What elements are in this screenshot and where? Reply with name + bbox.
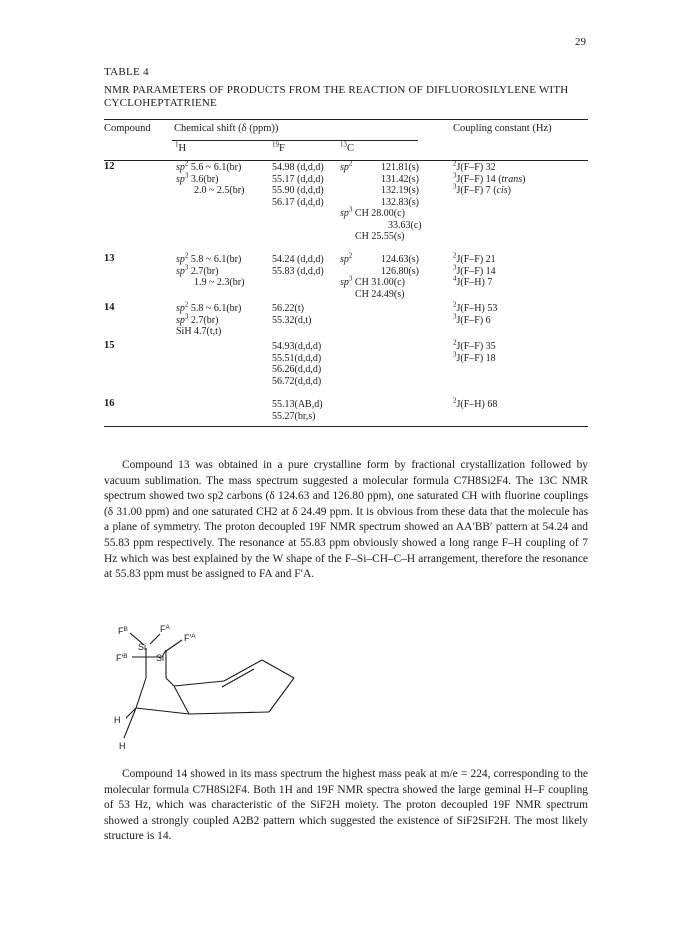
structure-si-top: Si <box>138 642 147 652</box>
compound-12-h-shifts: $sp^2$ 5.6 ~ 6.1(br) $sp^3$ 3.6(br) 2.0 ~ 2.5(br) <box>176 159 245 196</box>
compound-13-c-sp2: 124.63(s) 126.80(s) <box>380 254 419 277</box>
compound-14-couplings: $^2$J(F–H) 53 $^3$J(F–F) 6 <box>453 300 498 326</box>
compound-14-h-shifts: $sp^2$ 5.8 ~ 6.1(br) $sp^3$ 2.7(br) SiH 4.7(t,t) <box>176 300 242 337</box>
table-label: TABLE 4 <box>104 66 149 78</box>
header-1h: $^1$H <box>175 140 187 154</box>
structure-h-bottom: H <box>119 741 126 751</box>
compound-12-c-sp3: $sp^3$ CH 28.00(c) 33.63(c) CH 25.55(s) <box>340 205 422 242</box>
compound-14: 14 <box>104 302 115 313</box>
table-bottom-rule <box>104 426 588 427</box>
compound-15-f-shifts: 54.93(d,d,d) 55.51(d,d,d) 56.26(d,d,d) 56.72(d,d,d) <box>272 341 322 387</box>
compound-12: 12 <box>104 161 115 172</box>
compound-16-f-shifts: 55.13(AB,d) 55.27(br,s) <box>272 399 323 422</box>
compound-13-c-sp3: $sp^3$ CH 31.00(c) CH 24.49(s) <box>340 274 405 300</box>
paragraph-compound-13: Compound 13 was obtained in a pure crystalline form by fractional crystallization followed by vacuum sublimation. The mass spectrum suggested a molecular formula C7H8Si2F4. The 13C NMR spectrum showed two sp2 carbons (δ 124.63 and 126.80 ppm), one saturated CH with fluorine couplings (δ 31.00 ppm) and one saturated CH2 at δ 24.49 ppm. It is obvious from these data that the molecule has a plane of symmetry. The proton decoupled 19F NMR spectrum showed an AA′BB′ pattern at 54.24 and 55.83 ppm respectively. The resonance at 55.83 ppm obviously showed a long range F–H coupling of 7 Hz which was best explained by the W shape of the F–Si–CH–C–H arrangement, therefore the resonance at 55.83 ppm must be assigned to FA and F′A. <box>104 459 588 581</box>
structure-h-left: H <box>114 715 121 725</box>
header-compound: Compound <box>104 123 151 134</box>
table-top-rule <box>104 119 588 120</box>
header-13c: $^{13}$C <box>340 140 355 154</box>
header-chemical-shift: Chemical shift (δ (ppm)) <box>174 123 279 134</box>
compound-14-f-shifts: 56.22(t) 55.32(d,t) <box>272 303 312 326</box>
compound-12-couplings: $^2$J(F–F) 32 $^3$J(F–F) 14 (trans) $^3$J(F–F) 7 (cis) <box>453 159 526 196</box>
compound-16-couplings: $^2$J(F–H) 68 <box>453 396 498 410</box>
compound-16: 16 <box>104 398 115 409</box>
structure-fpb: $F'^B$ <box>116 653 128 663</box>
header-19f: $^{19}$F <box>272 140 285 154</box>
compound-15: 15 <box>104 340 115 351</box>
structure-fb: $F^B$ <box>118 626 128 636</box>
table-caption: NMR PARAMETERS OF PRODUCTS FROM THE REACTION OF DIFLUOROSILYLENE WITH CYCLOHEPTATRIENE <box>104 84 569 109</box>
structure-fa: $F^A$ <box>160 624 170 634</box>
compound-12-c-sp2-label: $sp^2$ <box>340 159 353 173</box>
compound-13-f-shifts: 54.24 (d,d,d) 55.83 (d,d,d) <box>272 254 324 277</box>
page-number: 29 <box>575 36 586 48</box>
compound-15-couplings: $^2$J(F–F) 35 $^3$J(F–F) 18 <box>453 338 496 364</box>
compound-12-c-shifts: 121.81(s) 131.42(s) 132.19(s) 132.83(s) <box>380 162 419 208</box>
structure-si-bottom: Si <box>156 653 165 663</box>
compound-13-couplings: $^2$J(F–F) 21 $^3$J(F–F) 14 $^4$J(F–H) 7 <box>453 251 496 288</box>
compound-12-f-shifts: 54.98 (d,d,d) 55.17 (d,d,d) 55.90 (d,d,d) 56.17 (d,d,d) <box>272 162 324 208</box>
header-coupling-constant: Coupling constant (Hz) <box>453 123 552 134</box>
structure-diagram <box>104 620 314 760</box>
structure-fpa: $F'^A$ <box>184 633 196 643</box>
table-shift-rule <box>172 140 418 141</box>
paragraph-compound-14: Compound 14 showed in its mass spectrum the highest mass peak at m/e = 224, corresponding to the molecular formula C7H8Si2F4. Both 1H and 19F NMR spectra showed the large geminal H–F coupling of 53 Hz, which was characteristic of the SiF2H moiety. The proton decoupled 19F NMR spectrum showed a strongly coupled A2B2 pattern which suggested the existence of SiF2SiF2H. The most likely structure is 14. <box>104 768 588 843</box>
compound-13-h-shifts: $sp^2$ 5.8 ~ 6.1(br) $sp^3$ 2.7(br) 1.9 ~ 2.3(br) <box>176 251 245 288</box>
compound-13: 13 <box>104 253 115 264</box>
table-header-rule <box>104 160 588 161</box>
compound-13-c-sp2-label: $sp^2$ <box>340 251 353 265</box>
